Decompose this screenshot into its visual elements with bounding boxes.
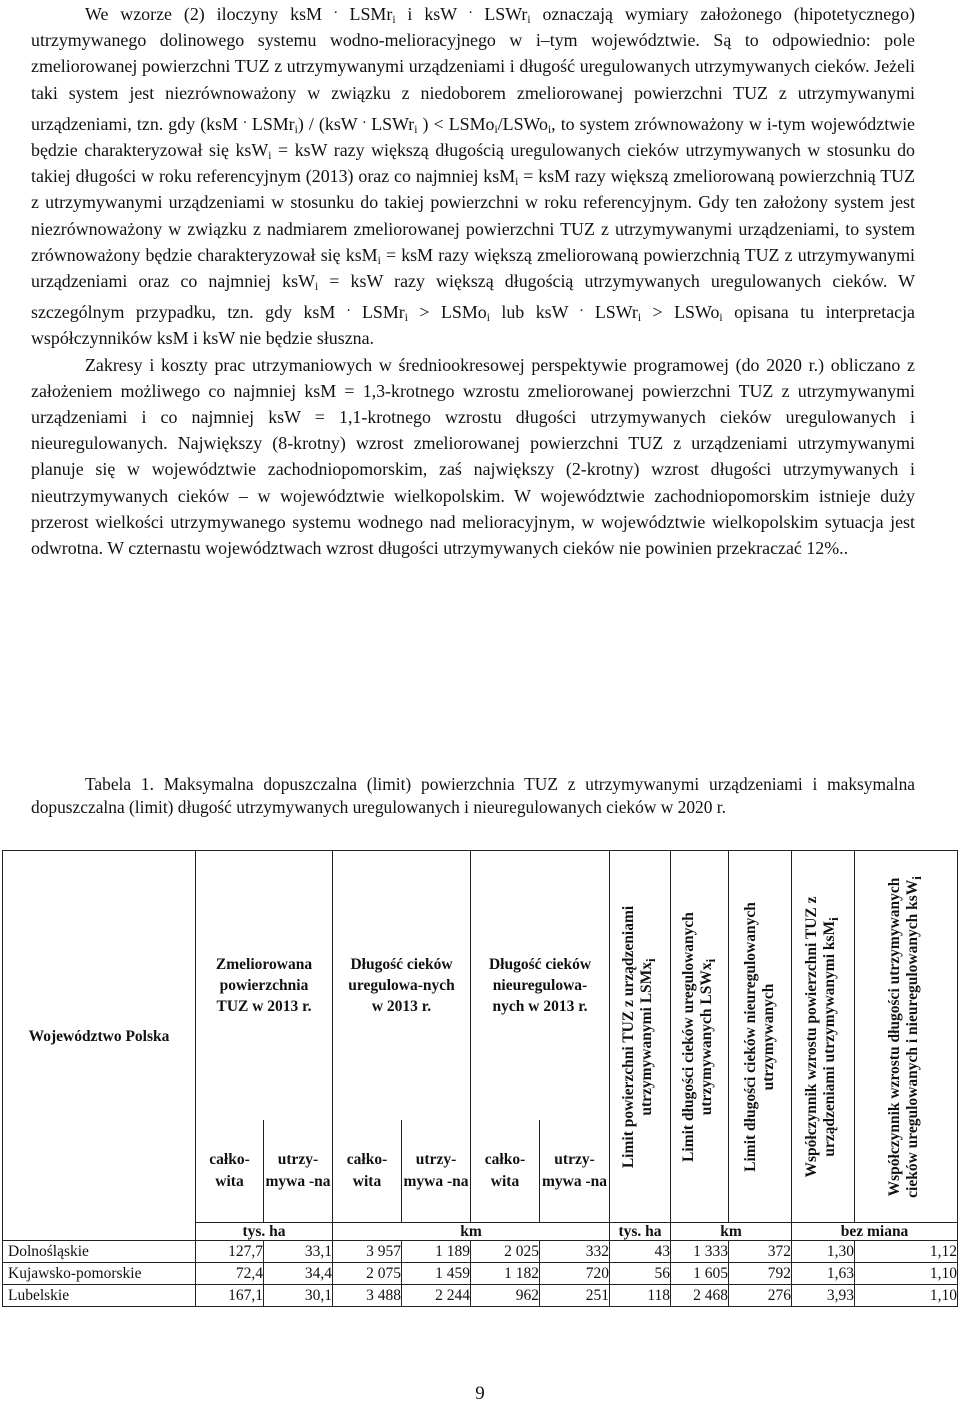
header-ksw: Współczynnik wzrostu długości utrzymywanych cieków uregulowanych i nieuregulowanych ksW$_i$ xyxy=(855,851,958,1223)
table-cell: 1 189 xyxy=(402,1241,471,1263)
table-cell: 2 075 xyxy=(333,1263,402,1285)
table-cell: 3,93 xyxy=(792,1285,855,1307)
header-limit-unregulated: Limit długości cieków nieuregulowanych utrzymywanych xyxy=(729,851,792,1223)
units-row xyxy=(3,1223,958,1241)
page-number: 9 xyxy=(475,1383,485,1404)
unit-ratio: bez miana xyxy=(792,1223,958,1241)
header-limit-regulated: Limit długości cieków uregulowanych utrzymywanych LSWx$_i$ xyxy=(671,851,729,1223)
table-cell: 1 605 xyxy=(671,1263,729,1285)
table-cell: 30,1 xyxy=(264,1285,333,1307)
table-cell: 1,10 xyxy=(855,1285,958,1307)
unit-area-limit: tys. ha xyxy=(610,1223,671,1241)
table-cell: 332 xyxy=(540,1241,610,1263)
subheader-total: całko-wita xyxy=(333,1120,402,1223)
body-text xyxy=(31,0,915,561)
subheader-total: całko-wita xyxy=(196,1120,264,1223)
paragraph-2: Zakresy i koszty prac utrzymaniowych w średniookresowej perspektywie programowej (do 2020 r.) obliczano z założeniem możliwego co najmniej ksM = 1,3-krotnego wzrostu zmeliorowanej powierzchni TUZ z utrzymywanymi urządzeniami i co najmniej ksW = 1,1-krotnego wzrostu długości utrzymywanych cieków uregulowanych i nieuregulowanych. Największy (8-krotny) wzrost zmeliorowanej powierzchni TUZ z urządzeniami utrzymywanymi planuje się w województwie zachodniopomorskim, zaś największy (2-krotny) wzrost długości utrzymywanych i nieutrzymywanych cieków – w województwie wielkopolskim. W województwie zachodniopomorskim istnieje duży przerost wielkości utrzymywanego systemu wodnego nad melioracyjnym, w województwie wielkopolskim sytuacja jest odwrotna. W czternastu województwach wzrost długości utrzymywanych cieków nie powinien przekraczać 12%.. xyxy=(31,354,915,558)
table-cell: 1,10 xyxy=(855,1263,958,1285)
table-cell: 962 xyxy=(471,1285,540,1307)
table-cell: 720 xyxy=(540,1263,610,1285)
table-cell: 33,1 xyxy=(264,1241,333,1263)
table-cell: 276 xyxy=(729,1285,792,1307)
header-area-2013: Zmeliorowana powierzchnia TUZ w 2013 r. xyxy=(196,851,333,1120)
table-cell: 1,30 xyxy=(792,1241,855,1263)
table-cell: 1,12 xyxy=(855,1241,958,1263)
province-name: Lubelskie xyxy=(3,1285,196,1307)
unit-length: km xyxy=(333,1223,610,1241)
table-row xyxy=(3,1241,958,1263)
subheader-maintained: utrzy-mywa -na xyxy=(264,1120,333,1223)
subheader-maintained: utrzy-mywa -na xyxy=(540,1120,610,1223)
table-cell: 167,1 xyxy=(196,1285,264,1307)
table-cell: 72,4 xyxy=(196,1263,264,1285)
table-cell: 118 xyxy=(610,1285,671,1307)
subheader-total: całko-wita xyxy=(471,1120,540,1223)
table-cell: 2 468 xyxy=(671,1285,729,1307)
header-limit-area: Limit powierzchni TUZ z urządzeniami utrzymywanymi LSMx$_i$ xyxy=(610,851,671,1223)
data-table xyxy=(2,850,958,1307)
table-cell: 3 957 xyxy=(333,1241,402,1263)
table-cell: 2 025 xyxy=(471,1241,540,1263)
table-cell: 43 xyxy=(610,1241,671,1263)
table-cell: 792 xyxy=(729,1263,792,1285)
province-name: Kujawsko-pomorskie xyxy=(3,1263,196,1285)
table-cell: 127,7 xyxy=(196,1241,264,1263)
table-cell: 251 xyxy=(540,1285,610,1307)
table-cell: 56 xyxy=(610,1263,671,1285)
table-row xyxy=(3,1285,958,1307)
table-cell: 1 182 xyxy=(471,1263,540,1285)
province-name: Dolnośląskie xyxy=(3,1241,196,1263)
unit-area: tys. ha xyxy=(196,1223,333,1241)
table-cell: 3 488 xyxy=(333,1285,402,1307)
header-ksm: Współczynnik wzrostu powierzchni TUZ z urządzeniami utrzymywanymi ksM$_i$ xyxy=(792,851,855,1223)
subheader-maintained: utrzy-mywa -na xyxy=(402,1120,471,1223)
table-cell: 372 xyxy=(729,1241,792,1263)
table-cell: 34,4 xyxy=(264,1263,333,1285)
header-unregulated-2013: Długość cieków nieuregulowa-nych w 2013 r. xyxy=(471,851,610,1120)
table-cell: 2 244 xyxy=(402,1285,471,1307)
table-cell: 1 333 xyxy=(671,1241,729,1263)
header-regulated-2013: Długość cieków uregulowa-nych w 2013 r. xyxy=(333,851,471,1120)
table-caption: Tabela 1. Maksymalna dopuszczalna (limit) powierzchnia TUZ z utrzymywanymi urządzeniami i maksymalna dopuszczalna (limit) długość utrzymywanych uregulowanych i nieuregulowanych cieków w 2020 r. xyxy=(31,774,915,817)
table-cell: 1,63 xyxy=(792,1263,855,1285)
header-province: Województwo Polska xyxy=(3,851,196,1223)
paragraph-1: We wzorze (2) iloczyny ksM . LSMr$_i$ i ksW . LSWr$_i$ oznaczają wymiary założonego (hipotetycznego) utrzymywanego dolinowego systemu wodno-melioracyjnego w i–tym województwie. Są to odpowiednio: pole zmeliorowanej powierzchni TUZ z utrzymywanymi urządzeniami i długość uregulowanych utrzymywanych cieków. Jeżeli taki system jest niezrównoważony w związku z niedoborem zmeliorowanej powierzchni TUZ z utrzymywanymi urządzeniami, tzn. gdy (ksM . LSMr$_i$) / (ksW . LSWr$_i$ ) < LSMo$_i$/LSWo$_i$, to system zrównoważony w i-tym województwie będzie charakteryzował się ksW$_i$ = ksW razy większą długością uregulowanych cieków utrzymywanych w stosunku do takiej długości w roku referencyjnym (2013) oraz co najmniej ksM$_i$ = ksM razy większą zmeliorowaną powierzchnią TUZ z utrzymywanymi urządzeniami w stosunku do takiej powierzchni w roku referencyjnym. Gdy ten założony system jest niezrównoważony w związku z nadmiarem zmeliorowanej powierzchni TUZ z utrzymywanymi urządzeniami, to system zrównoważony będzie charakteryzował się ksM$_i$ = ksM razy większą zmeliorowaną powierzchnią TUZ z utrzymywanymi urządzeniami oraz co najmniej ksW$_i$ = ksW razy większą długością utrzymywanych uregulowanych cieków. W szczególnym przypadku, tzn. gdy ksM . LSMr$_i$ > LSMo$_i$ lub ksW . LSWr$_i$ > LSWo$_i$ opisana tu interpretacja współczynników ksM i ksW nie będzie słuszna. xyxy=(31,1,916,349)
unit-length-limit: km xyxy=(671,1223,792,1241)
table-cell: 1 459 xyxy=(402,1263,471,1285)
table-row xyxy=(3,1263,958,1285)
